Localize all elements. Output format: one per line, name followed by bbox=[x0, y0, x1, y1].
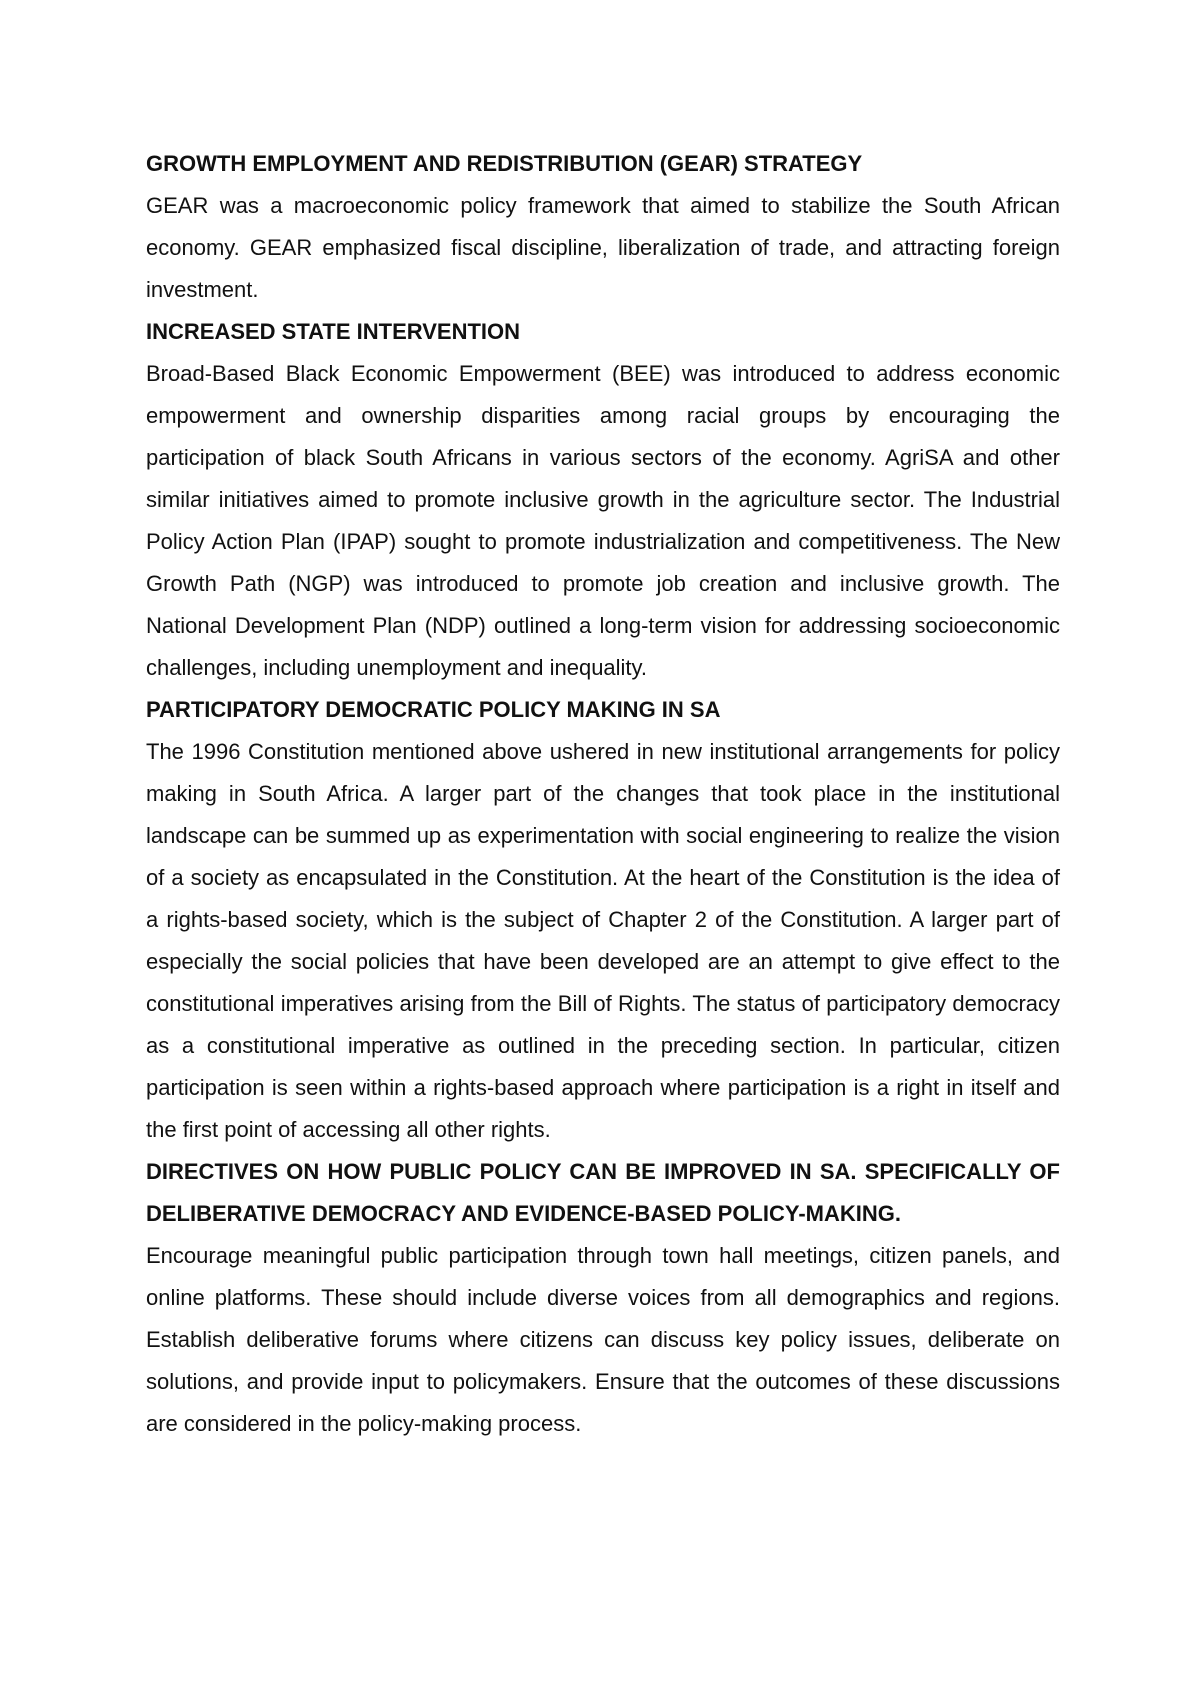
section-heading-directives: DIRECTIVES ON HOW PUBLIC POLICY CAN BE IMPROVED IN SA. SPECIFICALLY OF DELIBERATIVE DEMOCRACY AND EVIDENCE-BASED POLICY-MAKING. bbox=[146, 1159, 1060, 1226]
section-heading-state-intervention: INCREASED STATE INTERVENTION bbox=[146, 319, 521, 344]
section-body-participatory-democracy: The 1996 Constitution mentioned above ushered in new institutional arrangements for policy making in South Africa. A larger part of the changes that took place in the institutional landscape can be summed up as experimentation with social engineering to realize the vision of a society as encapsulated in the Constitution. At the heart of the Constitution is the idea of a rights-based society, which is the subject of Chapter 2 of the Constitution. A larger part of especially the social policies that have been developed are an attempt to give effect to the constitutional imperatives arising from the Bill of Rights. The status of participatory democracy as a constitutional imperative as outlined in the preceding section. In particular, citizen participation is seen within a rights-based approach where participation is a right in itself and the first point of accessing all other rights. bbox=[146, 739, 1060, 1142]
section-heading-gear: GROWTH EMPLOYMENT AND REDISTRIBUTION (GEAR) STRATEGY bbox=[146, 151, 863, 176]
document-body bbox=[146, 143, 1060, 1445]
section-heading-participatory-democracy: PARTICIPATORY DEMOCRATIC POLICY MAKING IN SA bbox=[146, 697, 721, 722]
section-body-state-intervention: Broad-Based Black Economic Empowerment (BEE) was introduced to address economic empowerment and ownership disparities among racial groups by encouraging the participation of black South Africans in various sectors of the economy. AgriSA and other similar initiatives aimed to promote inclusive growth in the agriculture sector. The Industrial Policy Action Plan (IPAP) sought to promote industrialization and competitiveness. The New Growth Path (NGP) was introduced to promote job creation and inclusive growth. The National Development Plan (NDP) outlined a long-term vision for addressing socioeconomic challenges, including unemployment and inequality. bbox=[146, 361, 1060, 680]
section-body-gear: GEAR was a macroeconomic policy framework that aimed to stabilize the South African economy. GEAR emphasized fiscal discipline, liberalization of trade, and attracting foreign investment. bbox=[146, 193, 1060, 302]
section-body-directives: Encourage meaningful public participation through town hall meetings, citizen panels, and online platforms. These should include diverse voices from all demographics and regions. Establish deliberative forums where citizens can discuss key policy issues, deliberate on solutions, and provide input to policymakers. Ensure that the outcomes of these discussions are considered in the policy-making process. bbox=[146, 1243, 1060, 1436]
